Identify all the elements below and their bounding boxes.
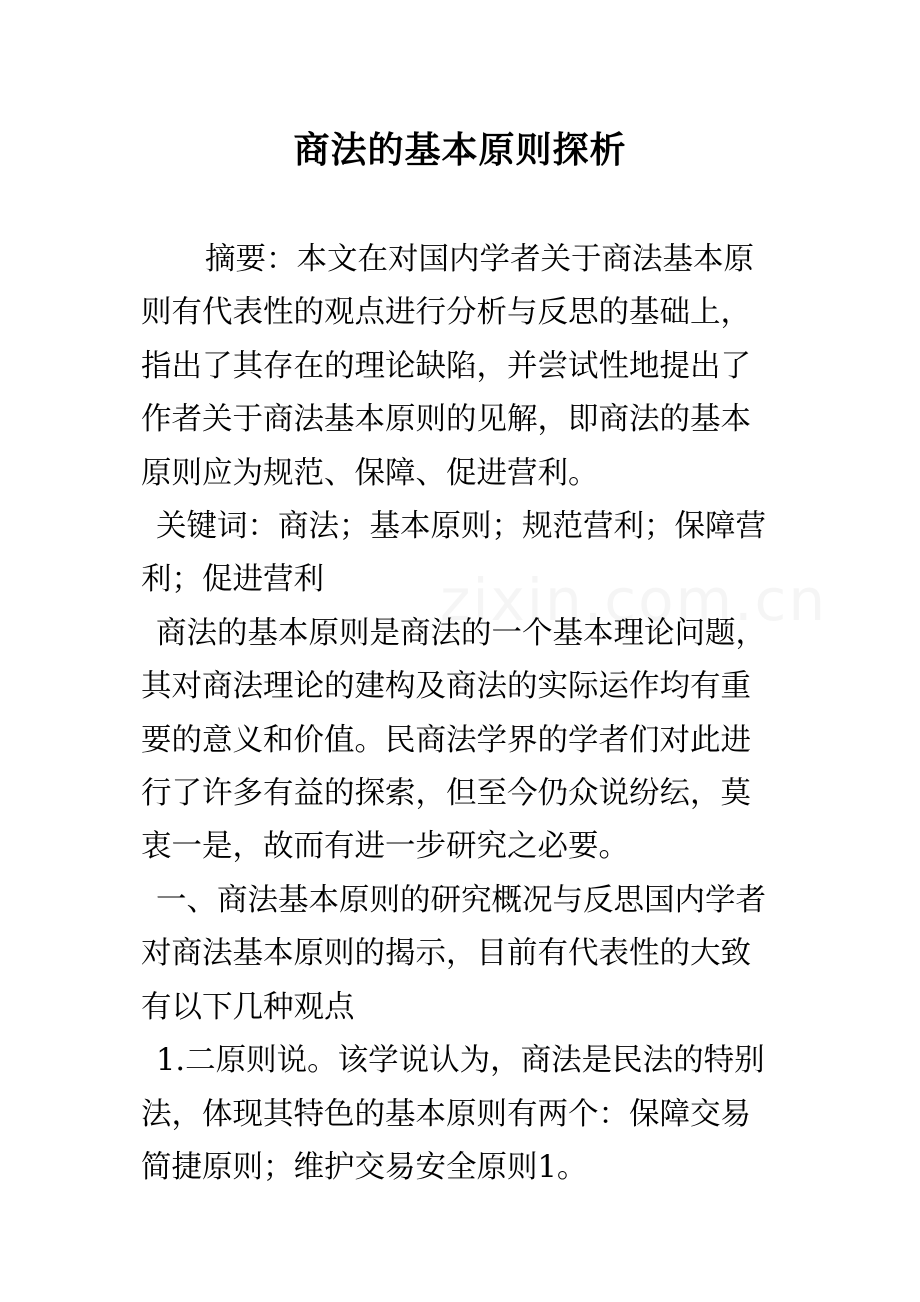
document-body <box>141 233 781 1194</box>
intro-paragraph: 商法的基本原则是商法的一个基本理论问题，其对商法理论的建构及商法的实际运作均有重要的意义和价值。民商法学界的学者们对此进行了许多有益的探索，但至今仍众说纷纭，莫衷一是，故而有进一步研究之必要。 <box>141 615 766 865</box>
theory-paragraph: 1.二原则说。该学说认为，商法是民法的特别法，体现其特色的基本原则有两个：保障交易简捷原则；维护交易安全原则1。 <box>141 1043 765 1185</box>
document-title: 商法的基本原则探析 <box>293 129 627 171</box>
abstract-paragraph: 摘要：本文在对国内学者关于商法基本原则有代表性的观点进行分析与反思的基础上，指出了其存在的理论缺陷，并尝试性地提出了作者关于商法基本原则的见解，即商法的基本原则应为规范、保障、促进营利。 <box>141 242 754 491</box>
keywords-paragraph: 关键词：商法；基本原则；规范营利；保障营利；促进营利 <box>141 509 766 598</box>
section-heading-paragraph: 一、商法基本原则的研究概况与反思国内学者对商法基本原则的揭示，目前有代表性的大致有以下几种观点 <box>141 882 766 1025</box>
